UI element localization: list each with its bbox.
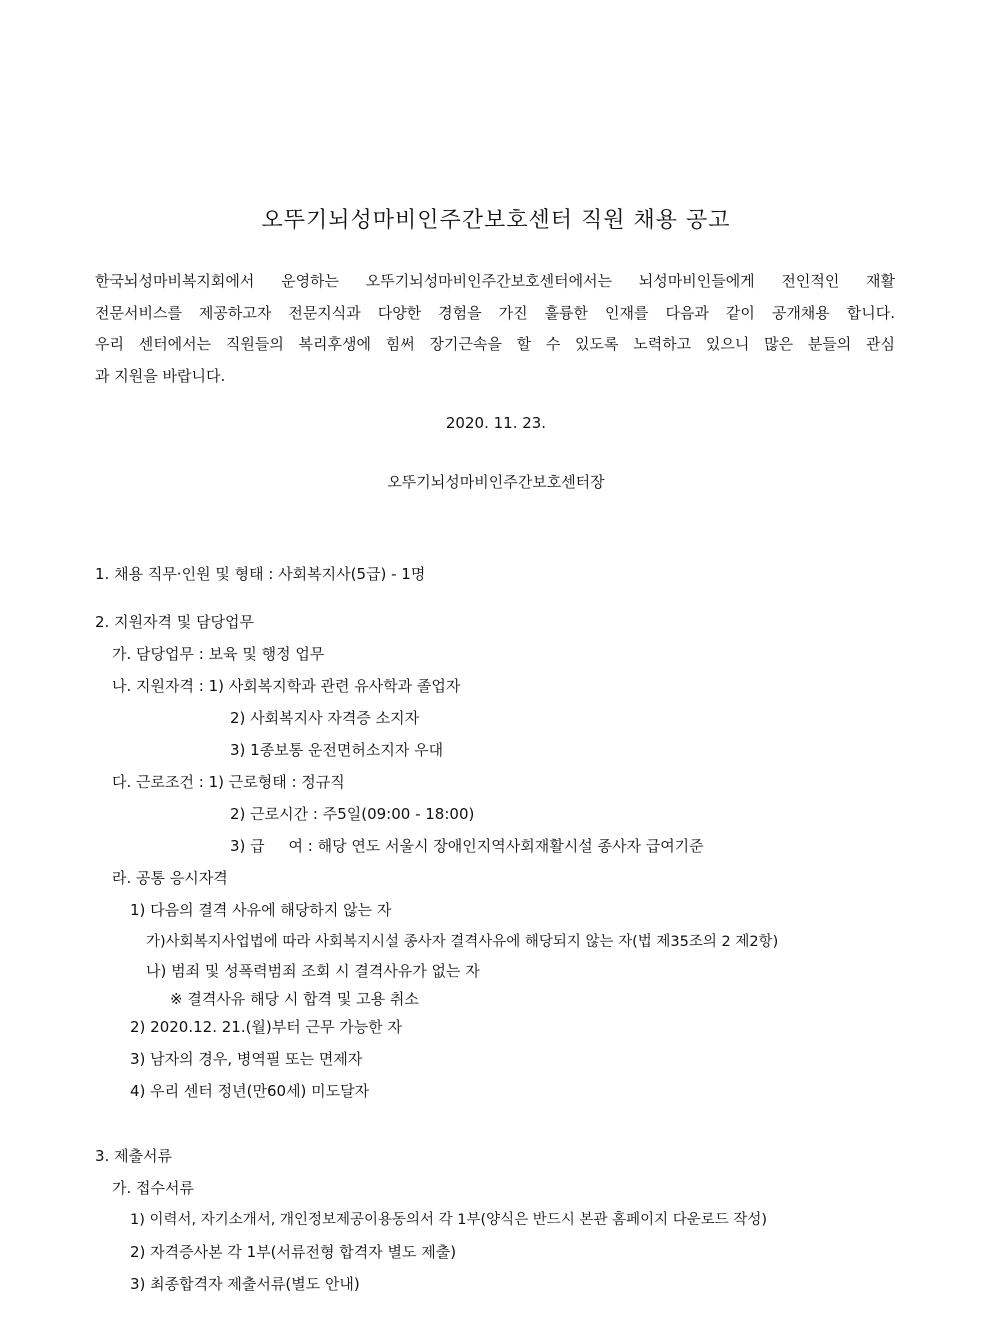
duty-item: 가. 담당업무 : 보육 및 행정 업무 xyxy=(112,645,325,663)
requirement-item: 2) 2020.12. 21.(월)부터 근무 가능한 자 xyxy=(130,1018,403,1036)
document-title: 오뚜기뇌성마비인주간보호센터 직원 채용 공고 xyxy=(261,208,731,233)
intro-line: 우리 센터에서는 직원들의 복리후생에 힘써 장기근속을 할 수 있도록 노력하고 있으니 많은 분들의 관심 xyxy=(95,335,895,353)
document-item: 1) 이력서, 자기소개서, 개인정보제공이용동의서 각 1부(양식은 반드시 본관 홈페이지 다운로드 작성) xyxy=(130,1212,768,1228)
common-requirement-heading: 라. 공통 응시자격 xyxy=(112,869,228,887)
requirement-subitem: 가)사회복지사업법에 따라 사회복지시설 종사자 결격사유에 해당되지 않는 자(법 제35조의 2 제2항) xyxy=(146,934,779,950)
section-1-position: 1. 채용 직무·인원 및 형태 : 사회복지사(5급) - 1명 xyxy=(95,565,426,583)
requirement-item: 1) 다음의 결격 사유에 해당하지 않는 자 xyxy=(130,901,392,919)
intro-line: 전문서비스를 제공하고자 전문지식과 다양한 경험을 가진 훌륭한 인재를 다음과 같이 공개채용 합니다. xyxy=(95,303,895,322)
intro-line: 과 지원을 바랍니다. xyxy=(95,366,226,385)
intro-paragraph xyxy=(95,266,895,392)
requirement-item: 3) 남자의 경우, 병역필 또는 면제자 xyxy=(130,1050,363,1068)
qualification-item: 2) 사회복지사 자격증 소지자 xyxy=(230,709,420,727)
document-item: 2) 자격증사본 각 1부(서류전형 합격자 별도 제출) xyxy=(130,1243,457,1261)
requirement-item: 4) 우리 센터 정년(만60세) 미도달자 xyxy=(130,1082,370,1100)
announcement-date: 2020. 11. 23. xyxy=(445,414,547,432)
work-condition-item: 2) 근로시간 : 주5일(09:00 - 18:00) xyxy=(230,805,475,823)
qualification-item: 3) 1종보통 운전면허소지자 우대 xyxy=(230,741,444,759)
organization-signature: 오뚜기뇌성마비인주간보호센터장 xyxy=(387,473,605,491)
document-item: 3) 최종합격자 제출서류(별도 안내) xyxy=(130,1275,360,1293)
section-2-heading: 2. 지원자격 및 담당업무 xyxy=(95,613,255,631)
requirement-subitem: 나) 범죄 및 성폭력범죄 조회 시 결격사유가 없는 자 xyxy=(146,962,480,980)
requirement-note: ※ 결격사유 해당 시 합격 및 고용 취소 xyxy=(170,990,419,1008)
work-condition-item: 다. 근로조건 : 1) 근로형태 : 정규직 xyxy=(112,773,345,791)
qualification-item: 나. 지원자격 : 1) 사회복지학과 관련 유사학과 졸업자 xyxy=(112,677,461,695)
work-condition-item: 3) 급 여 : 해당 연도 서울시 장애인지역사회재활시설 종사자 급여기준 xyxy=(230,837,704,855)
intro-line: 한국뇌성마비복지회에서 운영하는 오뚜기뇌성마비인주간보호센터에서는 뇌성마비인들에게 전인적인 재활 xyxy=(95,272,895,290)
documents-subheading: 가. 접수서류 xyxy=(112,1179,194,1197)
section-3-heading: 3. 제출서류 xyxy=(95,1147,173,1165)
